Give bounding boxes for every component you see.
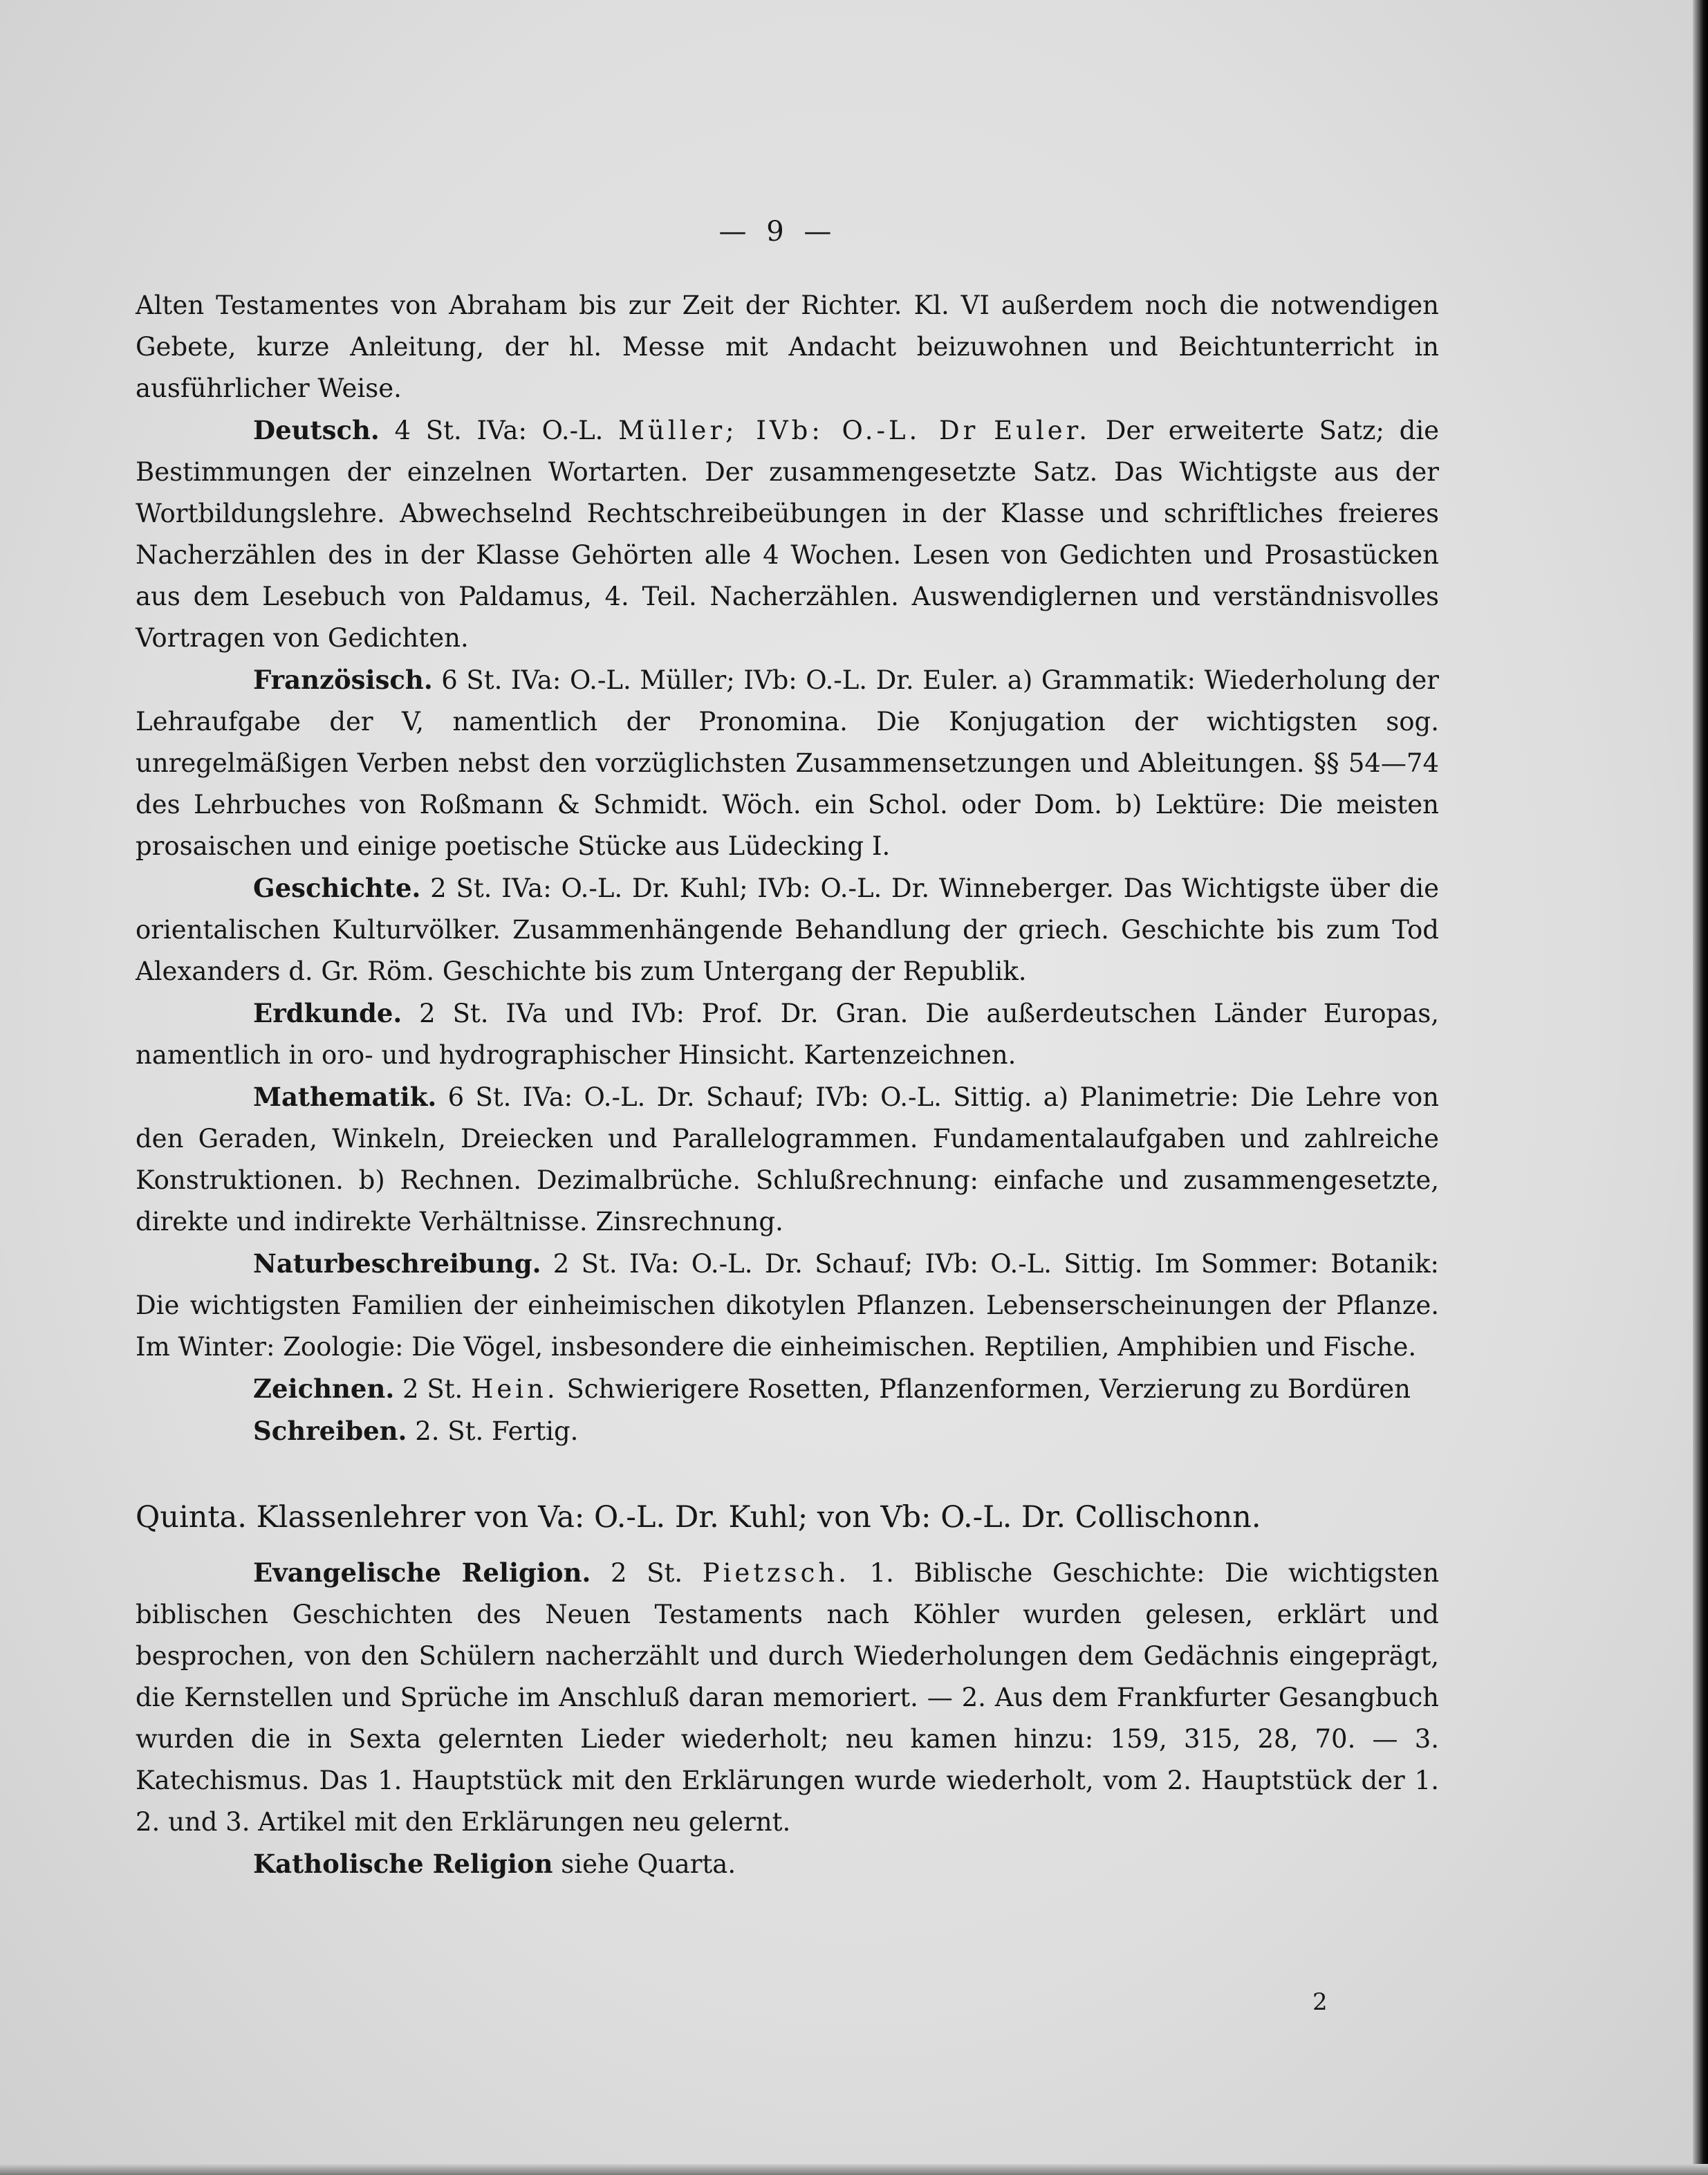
subject-heading: Französisch. [253,665,433,695]
subject-body: siehe Quarta. [561,1849,736,1879]
subject-body: a) Planimetrie: Die Lehre von den Geraden, Winkeln, Dreiecken und Parallelogrammen. Fundamentalaufgaben und zahlreiche Konstruktionen. b) Rechnen. Dezimalbrüche. Schlußrechnung: einfache und zusammengesetzte, direkte und indirekte Verhältnisse. Zinsrechnung. [136,1082,1439,1237]
subject-body: Der erweiterte Satz; die Bestimmungen der einzelnen Wortarten. Der zusammengesetzte Satz. Das Wichtigste aus der Wortbildungslehre. Abwechselnd Rechtschreibeübungen in der Klasse und schriftliches freieres Nacherzählen des in der Klasse Gehörten alle 4 Wochen. Lesen von Gedichten und Prosastücken aus dem Lesebuch von Paldamus, 4. Teil. Nacherzählen. Auswendiglernen und verständnisvolles Vortragen von Gedichten. [136,416,1440,653]
subject-body: Die außerdeutschen Länder Europas, namentlich in oro- und hydrographischer Hinsicht. Kartenzeichnen. [136,999,1440,1070]
subject-hours: 6 St. [441,665,503,695]
subject-paragraph [136,1243,1439,1368]
subject-teachers: Euler. [994,416,1091,445]
subject-teachers: IVa: O.-L. Dr. Schauf; IVb: O.-L. Sittig. [629,1249,1143,1279]
subject-hours: 2 St. [430,873,492,903]
subject-paragraph [136,1843,1439,1885]
subject-body: 1. Biblische Geschichte: Die wichtigsten biblischen Geschichten des Neuen Testaments nach Köhler wurden gelesen, erklärt und besprochen, von den Schülern nacherzählt und durch Wiederholungen dem Gedächnis eingeprägt, die Kernstellen und Sprüche im Anschluß daran memoriert. — 2. Aus dem Frankfurter Gesangbuch wurden die in Sexta gelernten Lieder wiederholt; neu kamen hinzu: 159, 315, 28, 70. — 3. Katechismus. Das 1. Hauptstück mit den Erklärungen wurde wiederholt, vom 2. Hauptstück der 1. 2. und 3. Artikel mit den Erklärungen neu gelernt. [136,1558,1440,1837]
subject-hours: 2 St. [610,1558,683,1588]
subject-teachers: Müller; IVb: O.-L. Dr [618,416,979,445]
subject-hours: 2 St. [553,1249,618,1279]
subject-teachers: Fertig. [492,1416,579,1446]
scan-edge [1693,0,1708,2175]
subject-paragraph [136,659,1439,867]
subject-teachers: IVa: O.-L. Dr. Schauf; IVb: O.-L. Sittig. [522,1082,1032,1112]
subject-heading: Katholische Religion [253,1849,553,1879]
subject-teachers: IVa: O.-L. [476,416,604,445]
subject-heading: Evangelische Religion. [253,1557,591,1588]
subject-hours: 2 St. [402,1374,463,1404]
subject-heading: Geschichte. [253,873,421,903]
subject-teachers: IVa: O.-L. Müller; IVb: O.-L. Dr. Euler. [510,665,999,695]
subject-heading: Zeichnen. [253,1373,395,1404]
subject-paragraph [136,1410,1439,1452]
scan-edge-bottom [0,2164,1708,2175]
subject-teachers: Pietzsch. [702,1558,850,1588]
subject-paragraph [136,1552,1439,1843]
subject-teachers: IVa: O.-L. Dr. Kuhl; IVb: O.-L. Dr. Winneberger. [501,873,1114,903]
subject-body: Das Wichtigste über die orientalischen Kulturvölker. Zusammenhängende Behandlung der griech. Geschichte bis zum Tod Alexanders d. Gr. Röm. Geschichte bis zum Untergang der Republik. [136,873,1440,986]
subject-heading: Naturbeschreibung. [253,1248,541,1279]
subject-hours: 4 St. [394,416,462,445]
section-gap [136,1538,1439,1552]
subject-teachers: IVa und IVb: Prof. Dr. Gran. [505,999,909,1028]
subject-paragraph [136,867,1439,992]
subject-hours: 2 St. [419,999,489,1028]
subject-heading: Mathematik. [253,1082,437,1112]
subject-paragraph [136,409,1439,659]
subject-paragraph [136,992,1439,1076]
subject-body: a) Grammatik: Wiederholung der Lehraufgabe der V, namentlich der Pronomina. Die Konjugation der wichtigsten sog. unregelmäßigen Verben nebst den vorzüglichsten Zusammensetzungen und Ableitungen. §§ 54—74 des Lehrbuches von Roßmann & Schmidt. Wöch. ein Schol. oder Dom. b) Lektüre: Die meisten prosaischen und einige poetische Stücke aus Lüdecking I. [136,665,1439,861]
subject-heading: Schreiben. [253,1416,407,1446]
subject-body: Schwierigere Rosetten, Pflanzenformen, Verzierung zu Bordüren [566,1374,1411,1404]
subject-hours: 2. St. [415,1416,484,1446]
subject-paragraph [136,1076,1439,1243]
body-text [136,285,1439,1885]
subject-heading: Erdkunde. [253,998,402,1028]
page-number: — 9 — [718,216,837,248]
subject-teachers: Hein. [471,1374,559,1404]
intro-paragraph: Alten Testamentes von Abraham bis zur Zeit der Richter. Kl. VI außerdem noch die notwendigen Gebete, kurze Anleitung, der hl. Messe mit Andacht beizuwohnen und Beichtunterricht in ausführlicher Weise. [136,290,1439,403]
class-heading: Quinta. Klassenlehrer von Va: O.-L. Dr. Kuhl; von Vb: O.-L. Dr. Collischonn. [136,1500,1261,1535]
subject-hours: 6 St. [447,1082,512,1112]
subject-heading: Deutsch. [253,415,380,445]
subject-paragraph [136,1368,1439,1410]
section-gap [136,1452,1439,1497]
signature-mark: 2 [1312,1988,1328,2016]
subject-body: Im Sommer: Botanik: Die wichtigsten Familien der einheimischen dikotylen Pflanzen. Lebenserscheinungen der Pflanze. Im Winter: Zoologie: Die Vögel, insbesondere die einheimischen. Reptilien, Amphibien und Fische. [136,1249,1440,1362]
